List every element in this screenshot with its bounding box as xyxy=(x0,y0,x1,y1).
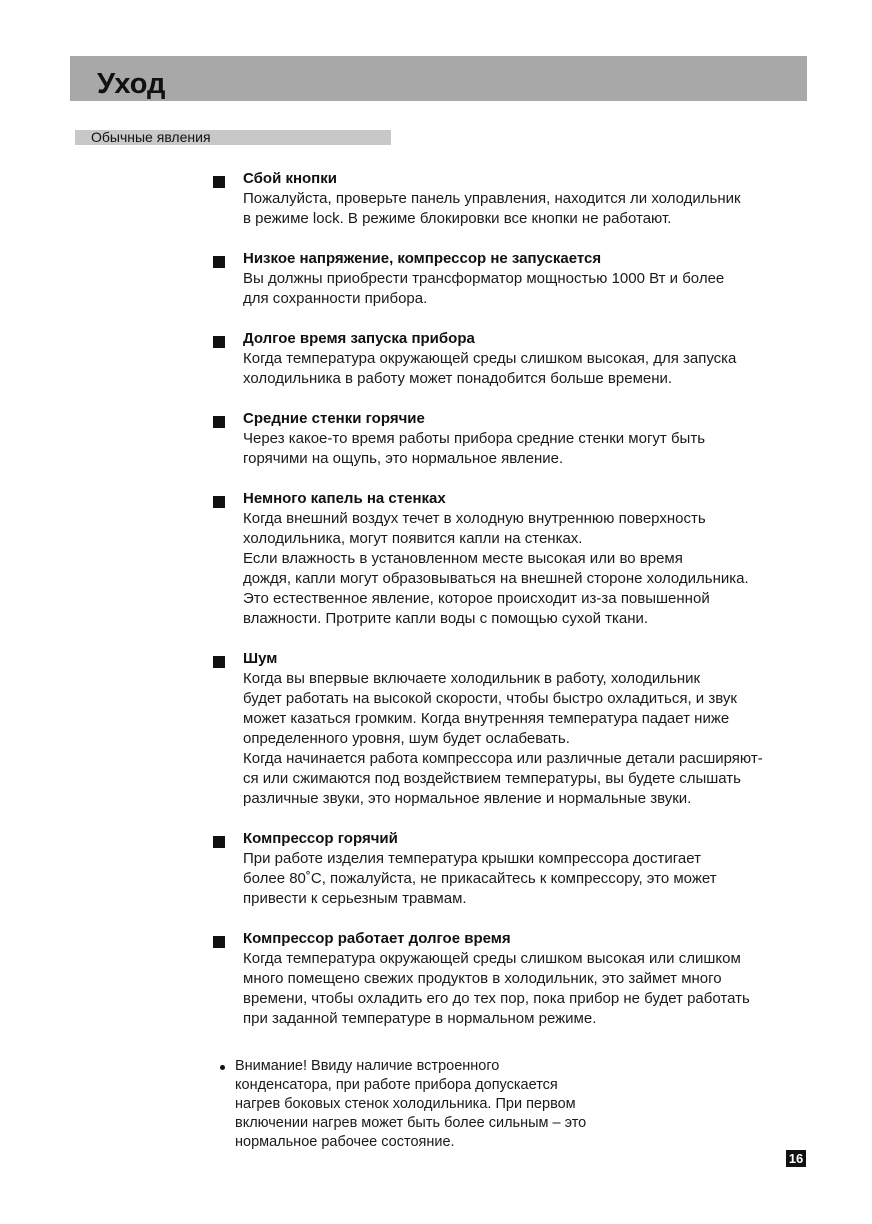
item-text-line: привести к серьезным травмам. xyxy=(243,890,467,907)
items-list xyxy=(213,169,813,1049)
item-title: Немного капель на стенках xyxy=(243,490,446,507)
section-bar xyxy=(75,130,391,145)
list-item xyxy=(213,489,813,629)
section-title: Обычные явления xyxy=(91,129,211,145)
bullet-dot-icon xyxy=(220,1065,225,1070)
square-bullet-icon xyxy=(213,416,225,428)
item-text-line: времени, чтобы охладить его до тех пор, пока прибор не будет работать xyxy=(243,990,750,1007)
list-item xyxy=(213,329,813,389)
item-text-line: в режиме lock. В режиме блокировки все кнопки не работают. xyxy=(243,210,672,227)
item-title: Шум xyxy=(243,650,278,667)
item-title: Компрессор горячий xyxy=(243,830,398,847)
list-item xyxy=(213,929,813,1029)
item-text-line: Когда температура окружающей среды слишком высокая, для запуска xyxy=(243,350,737,367)
note-text-line: конденсатора, при работе прибора допускается xyxy=(235,1077,558,1093)
item-text-line: При работе изделия температура крышки компрессора достигает xyxy=(243,850,701,867)
square-bullet-icon xyxy=(213,656,225,668)
square-bullet-icon xyxy=(213,336,225,348)
item-title: Сбой кнопки xyxy=(243,170,337,187)
square-bullet-icon xyxy=(213,176,225,188)
item-text-line: определенного уровня, шум будет ослабевать. xyxy=(243,730,570,747)
item-title: Средние стенки горячие xyxy=(243,410,425,427)
item-text-line: Если влажность в установленном месте высокая или во время xyxy=(243,550,683,567)
page-number: 16 xyxy=(786,1150,806,1167)
item-text-line: Пожалуйста, проверьте панель управления, находится ли холодильник xyxy=(243,190,741,207)
square-bullet-icon xyxy=(213,256,225,268)
item-text-line: дождя, капли могут образовываться на внешней стороне холодильника. xyxy=(243,570,749,587)
item-text-line: Когда начинается работа компрессора или различные детали расширяют- xyxy=(243,750,763,767)
item-text-line: будет работать на высокой скорости, чтобы быстро охладиться, и звук xyxy=(243,690,737,707)
item-text-line: различные звуки, это нормальное явление и нормальные звуки. xyxy=(243,790,692,807)
item-text-line: Это естественное явление, которое происходит из-за повышенной xyxy=(243,590,710,607)
note-text-line: нагрев боковых стенок холодильника. При первом xyxy=(235,1096,576,1112)
item-text-line: при заданной температуре в нормальном режиме. xyxy=(243,1010,597,1027)
attention-note xyxy=(220,1057,640,1152)
item-text-line: Когда вы впервые включаете холодильник в работу, холодильник xyxy=(243,670,701,687)
item-title: Компрессор работает долгое время xyxy=(243,930,511,947)
note-text-line: Внимание! Ввиду наличие встроенного xyxy=(235,1058,500,1074)
item-text-line: Вы должны приобрести трансформатор мощностью 1000 Вт и более xyxy=(243,270,725,287)
list-item xyxy=(213,409,813,469)
note-text-line: включении нагрев может быть более сильным – это xyxy=(235,1115,587,1131)
square-bullet-icon xyxy=(213,496,225,508)
square-bullet-icon xyxy=(213,936,225,948)
item-text-line: холодильника в работу может понадобится больше времени. xyxy=(243,370,673,387)
item-text-line: ся или сжимаются под воздействием температуры, вы будете слышать xyxy=(243,770,741,787)
item-text-line: холодильника, могут появится капли на стенках. xyxy=(243,530,583,547)
item-text-line: влажности. Протрите капли воды с помощью сухой ткани. xyxy=(243,610,649,627)
page-title: Уход xyxy=(97,68,166,100)
square-bullet-icon xyxy=(213,836,225,848)
item-text-line: Когда внешний воздух течет в холодную внутреннюю поверхность xyxy=(243,510,706,527)
item-text-line: может казаться громким. Когда внутренняя температура падает ниже xyxy=(243,710,730,727)
list-item xyxy=(213,249,813,309)
list-item xyxy=(213,169,813,229)
note-text-line: нормальное рабочее состояние. xyxy=(235,1134,455,1150)
header-bar xyxy=(70,56,807,101)
item-text-line: горячими на ощупь, это нормальное явление. xyxy=(243,450,564,467)
list-item xyxy=(213,829,813,909)
list-item xyxy=(213,649,813,809)
item-text-line: для сохранности прибора. xyxy=(243,290,428,307)
item-text-line: много помещено свежих продуктов в холодильник, это займет много xyxy=(243,970,722,987)
item-title: Низкое напряжение, компрессор не запускается xyxy=(243,250,602,267)
item-text-line: Через какое-то время работы прибора средние стенки могут быть xyxy=(243,430,706,447)
item-text-line: более 80˚С, пожалуйста, не прикасайтесь к компрессору, это может xyxy=(243,870,717,887)
item-text-line: Когда температура окружающей среды слишком высокая или слишком xyxy=(243,950,741,967)
item-title: Долгое время запуска прибора xyxy=(243,330,475,347)
